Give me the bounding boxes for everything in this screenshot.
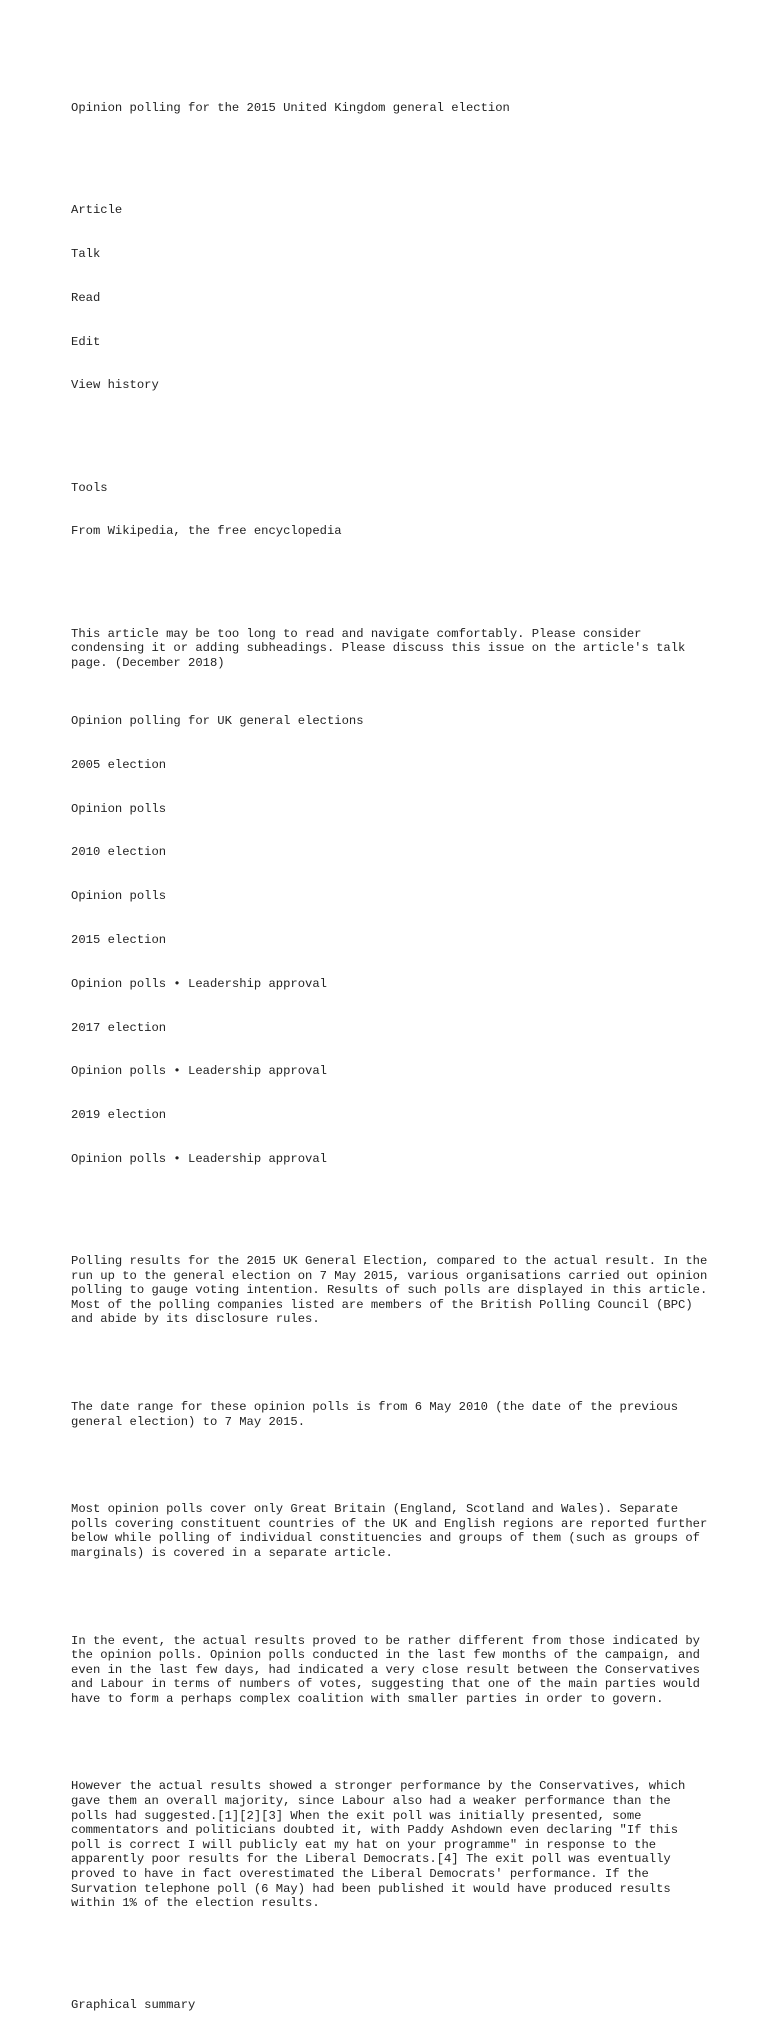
navbox-election-2017[interactable]: 2017 election	[71, 1020, 167, 1035]
section-heading-graphical-summary: Graphical summary	[71, 1998, 196, 2013]
tab-edit[interactable]: Edit	[71, 334, 101, 349]
navbox-title: Opinion polling for UK general elections	[71, 714, 364, 729]
paragraph-exit-poll: However the actual results showed a stronger performance by the Conservatives, which gave them an overall majority, since Labour also had a weaker performance than the polls had suggested.[1][2][3] When the exit poll was initially presented, some commentators and politicians doubted it, with Paddy Ashdown even declaring "If this poll is correct I will publicly eat my hat on your programme" in response to the apparently poor results for the Liberal Democrats.[4] The exit poll was eventually proved to have in fact overestimated the Liberal Democrats' performance. If the Survation telephone poll (6 May) had been published it would have produced results within 1% of the election results.	[71, 1779, 693, 1911]
page-title: Opinion polling for the 2015 United Kingdom general election	[71, 101, 510, 116]
article-page	[71, 72, 715, 2028]
navbox-election-2015[interactable]: 2015 election	[71, 933, 167, 948]
navbox-election-2005[interactable]: 2005 election	[71, 757, 167, 772]
spacer	[71, 1196, 711, 1211]
spacer	[71, 422, 711, 437]
spacer	[71, 1458, 711, 1473]
spacer	[71, 1736, 711, 1751]
spacer	[71, 1590, 711, 1605]
navbox-election-2019[interactable]: 2019 election	[71, 1108, 167, 1123]
tab-article[interactable]: Article	[71, 203, 123, 218]
spacer	[71, 145, 711, 160]
paragraph-results: In the event, the actual results proved to be rather different from those indicated by the opinion polls. Opinion polls conducted in the last few months of the campaign, and even in the last few days, had indicated a very close result between the Conservatives and Labour in terms of numbers of votes, suggesting that one of the main parties would have to form a perhaps complex coalition with smaller parties in order to govern.	[71, 1633, 708, 1706]
tab-read[interactable]: Read	[71, 290, 101, 305]
spacer	[71, 568, 711, 583]
tab-view-history[interactable]: View history	[71, 378, 159, 393]
navbox-links-2019[interactable]: Opinion polls • Leadership approval	[71, 1151, 327, 1166]
navbox-links-2010[interactable]: Opinion polls	[71, 889, 167, 904]
navbox-election-2010[interactable]: 2010 election	[71, 845, 167, 860]
spacer	[71, 1940, 711, 1955]
site-tagline: From Wikipedia, the free encyclopedia	[71, 524, 342, 539]
navbox-links-2017[interactable]: Opinion polls • Leadership approval	[71, 1064, 327, 1079]
paragraph-intro: Polling results for the 2015 UK General Election, compared to the actual result. In the run up to the general election on 7 May 2015, various organisations carried out opinion polling to gauge voting intention. Results of such polls are displayed in this article. Most of the polling companies listed are members of the British Polling Council (BPC) and abide by its disclosure rules.	[71, 1254, 715, 1327]
paragraph-date-range: The date range for these opinion polls is from 6 May 2010 (the date of the previous general election) to 7 May 2015.	[71, 1400, 686, 1429]
navbox-links-2005[interactable]: Opinion polls	[71, 801, 167, 816]
paragraph-coverage: Most opinion polls cover only Great Britain (England, Scotland and Wales). Separate polls covering constituent countries of the UK and English regions are reported further below while polling of individual constituencies and groups of them (such as groups of marginals) is covered in a separate article.	[71, 1502, 715, 1560]
maintenance-notice: This article may be too long to read and navigate comfortably. Please consider condensing it or adding subheadings. Please discuss this issue on the article's talk page. (December 2018)	[71, 626, 693, 670]
tools-menu[interactable]: Tools	[71, 480, 108, 495]
spacer	[71, 1356, 711, 1371]
tab-talk[interactable]: Talk	[71, 247, 101, 262]
navbox-links-2015[interactable]: Opinion polls • Leadership approval	[71, 976, 327, 991]
